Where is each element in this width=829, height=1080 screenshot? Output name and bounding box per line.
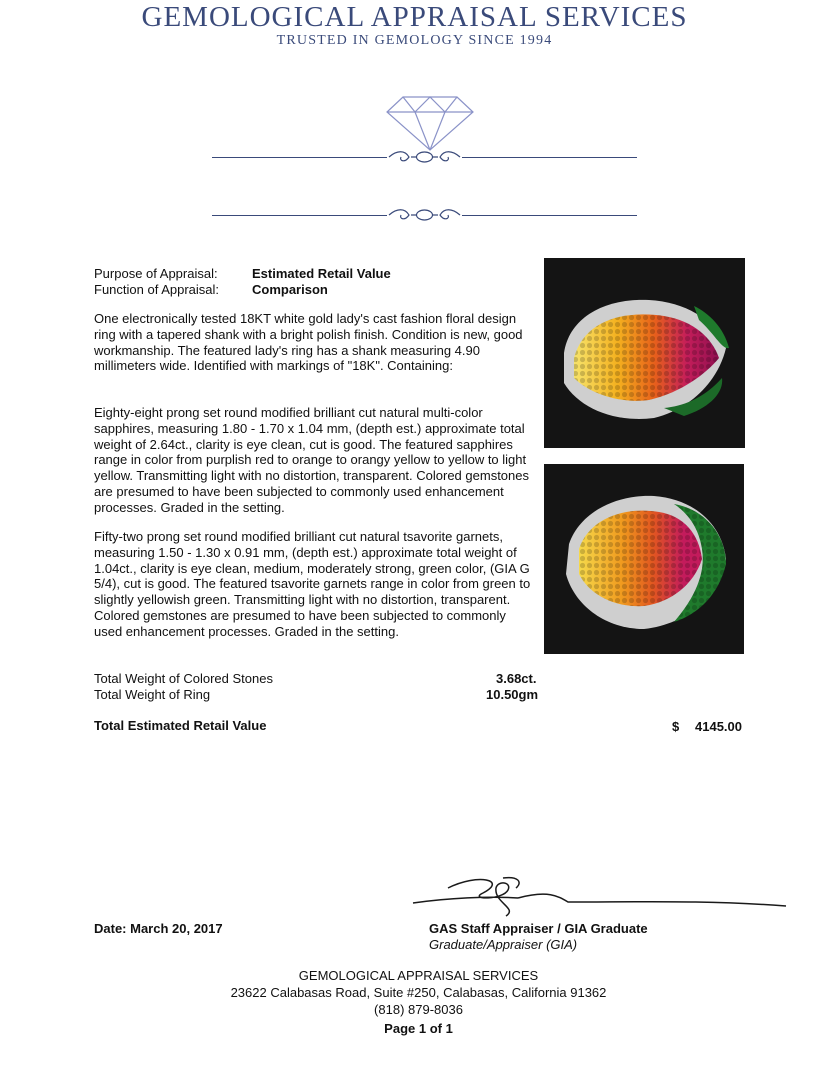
currency-symbol: $ <box>672 719 680 734</box>
function-value: Comparison <box>252 282 328 297</box>
ring-photo-bottom <box>544 464 744 654</box>
description-sapphires: Eighty-eight prong set round modified brilliant cut natural multi-color sapphires, measuring 1.80 - 1.70 x 1.04 mm, (depth est.) approximate total weight of 2.64ct., clarity is eye clean, cut is good. The featured sapphires range in color from purplish red to orange to orangy yellow to yellow to light yellow. Transmitting light with no distortion, transparent. Colored gemstones are presumed to have been subjected to commonly used enhancement processes. Graded in the setting. <box>94 405 529 515</box>
header-rule-bottom-right <box>462 215 637 216</box>
retail-value-label: Total Estimated Retail Value <box>94 718 267 733</box>
retail-value-amount: 4145.00 <box>695 719 742 734</box>
appraisal-date: Date: March 20, 2017 <box>94 921 223 936</box>
page-number: Page 1 of 1 <box>384 1021 453 1036</box>
ring-weight-label: Total Weight of Ring <box>94 687 211 702</box>
purpose-label: Purpose of Appraisal: <box>94 266 218 281</box>
description-intro: One electronically tested 18KT white gold lady's cast fashion floral design ring with a tapered shank with a bright polish finish. Condition is new, good workmanship. The featured lady's ring has a shank measuring 4.90 millimeters wide. Identified with markings of "18K". Containing: <box>94 311 523 374</box>
diamond-logo-icon <box>385 92 475 152</box>
bottom-scroll-ornament-icon <box>387 206 462 224</box>
footer-address: 23622 Calabasas Road, Suite #250, Calabasas, California 91362 <box>230 985 607 1000</box>
top-scroll-ornament-icon <box>387 148 462 166</box>
purpose-value: Estimated Retail Value <box>252 266 391 281</box>
header-rule-top-right <box>462 157 637 158</box>
ring-weight-value: 10.50gm <box>486 687 539 702</box>
header-rule-top-left <box>212 157 387 158</box>
company-name: GEMOLOGICAL APPRAISAL SERVICES <box>141 1 688 33</box>
header-rule-bottom-left <box>212 215 387 216</box>
appraiser-credential: Graduate/Appraiser (GIA) <box>429 937 578 952</box>
company-tagline: TRUSTED IN GEMOLOGY SINCE 1994 <box>276 33 553 48</box>
function-label: Function of Appraisal: <box>94 282 220 297</box>
footer-company: GEMOLOGICAL APPRAISAL SERVICES <box>298 968 539 983</box>
brand-block <box>0 0 829 50</box>
colored-stones-weight-value: 3.68ct. <box>496 671 537 686</box>
ring-image-top <box>544 258 745 448</box>
appraiser-signature-icon <box>408 868 788 928</box>
footer-phone: (818) 879-8036 <box>374 1002 463 1017</box>
ring-photo-top <box>544 258 745 448</box>
ring-image-bottom <box>544 464 744 654</box>
appraiser-title: GAS Staff Appraiser / GIA Graduate <box>429 921 648 936</box>
description-garnets: Fifty-two prong set round modified brilliant cut natural tsavorite garnets, measuring 1.50 - 1.30 x 0.91 mm, (depth est.) approximate total weight of 1.04ct., clarity is eye clean, medium, moderately strong, green color, (GIA G 5/4), cut is good. The featured tsavorite garnets range in color from green to slightly yellowish green. Transmitting light with no distortion, transparent. Colored gemstones are presumed to have been subjected to commonly used enhancement processes. Graded in the setting. <box>94 529 531 639</box>
colored-stones-weight-label: Total Weight of Colored Stones <box>94 671 273 686</box>
